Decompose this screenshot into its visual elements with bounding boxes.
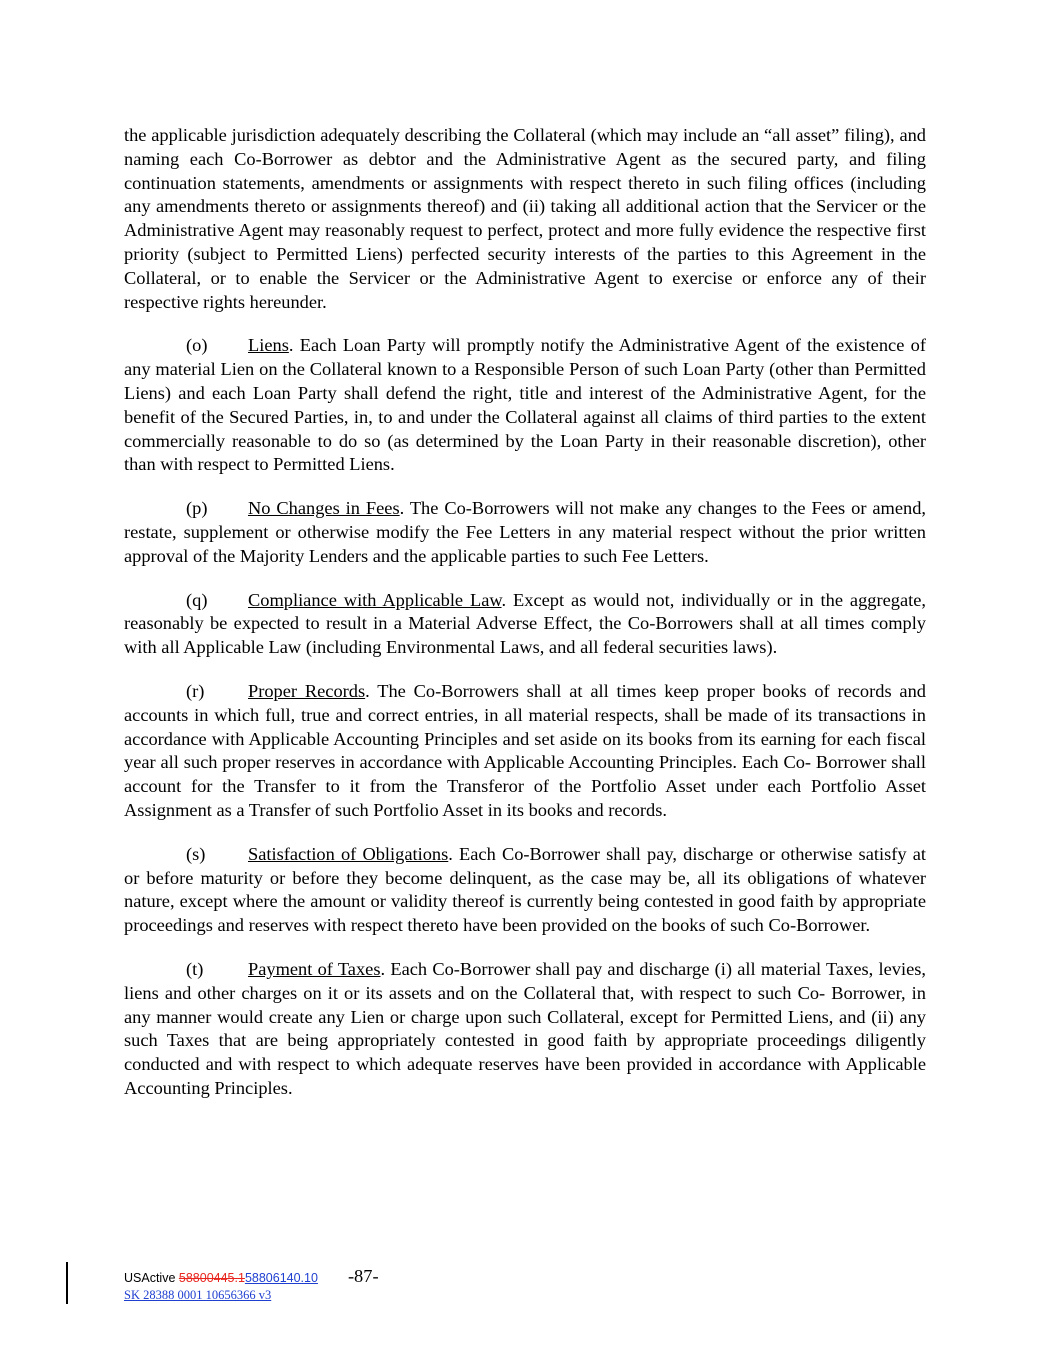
opening-paragraph: the applicable jurisdiction adequately describing the Collateral (which may include an “all asset” filing), and naming each Co-Borrower as debtor and the Administrative Agent as the secured party, and filing continuation statements, amendments or assignments with respect thereto in such filing offices (including any amendments thereto or assignments thereof) and (ii) taking all additional action that the Servicer or the Administrative Agent may reasonably request to perfect, protect and more fully evidence the respective first priority (subject to Permitted Liens) perfected security interests of the parties to this Agreement in the Collateral, or to enable the Servicer or the Administrative Agent to exercise or enforce any of their respective rights hereunder. (124, 125, 926, 312)
footer-doc-id-line (124, 1266, 379, 1287)
footer-inserted-id: 58806140.10 (244, 1271, 318, 1285)
section-heading: Satisfaction of Obligations (248, 843, 449, 864)
section-text: . The Co-Borrowers will not make any changes to the Fees or amend, restate, supplement or otherwise modify the Fee Letters in any material respect without the prior written approval of the Majority Lenders and the applicable parties to such Fee Letters. (124, 498, 926, 566)
section-q (124, 589, 926, 660)
section-text: . The Co-Borrowers shall at all times keep proper books of records and accounts in which full, true and correct entries, in all material respects, shall be made of its transactions in accordance with Applicable Accounting Principles and set aside on its books from its earning for each fiscal year all such proper reserves in accordance with Applicable Accounting Principles. Each Co- Borrower shall account for the Transfer to it from the Transferor of the Portfolio Asset under each Portfolio Asset Assignment as a Transfer of such Portfolio Asset in its books and records. (124, 680, 926, 820)
footer-doc-prefix: USActive (124, 1271, 179, 1285)
section-heading: Payment of Taxes (248, 958, 381, 979)
change-bar (66, 1262, 68, 1304)
section-text: . Each Co-Borrower shall pay, discharge or otherwise satisfy at or before maturity or before they become delinquent, as the case may be, all its obligations of whatever nature, except where the amount or validity thereof is currently being contested in good faith by appropriate proceedings and reserves with respect thereto have been provided on the books of such Co-Borrower. (124, 843, 926, 936)
section-heading: Compliance with Applicable Law (248, 589, 502, 610)
footer-deleted-id: 58800445.1 (178, 1271, 245, 1285)
section-text: . Each Co-Borrower shall pay and discharge (i) all material Taxes, levies, liens and other charges on it or its assets and on the Collateral that, with respect to such Co- Borrower, in any manner would create any Lien or charge upon such Collateral, except for Permitted Liens, and (ii) any such Taxes that are being appropriately contested in good faith by appropriate proceedings diligently conducted and with respect to which adequate reserves have been provided in accordance with Applicable Accounting Principles. (124, 958, 926, 1098)
section-heading: Proper Records (248, 680, 366, 701)
section-label: (r) (186, 680, 205, 701)
section-label: (p) (186, 498, 208, 519)
page-number: -87- (347, 1266, 379, 1286)
section-o (124, 334, 926, 477)
section-label: (o) (186, 335, 208, 356)
section-p (124, 497, 926, 568)
section-text: . Except as would not, individually or in the aggregate, reasonably be expected to result in a Material Adverse Effect, the Co-Borrowers shall at all times comply with all Applicable Law (including Environmental Laws, and all federal securities laws). (124, 589, 926, 658)
section-t (124, 958, 926, 1101)
section-label: (t) (186, 958, 204, 979)
section-s (124, 843, 926, 938)
section-r (124, 680, 926, 823)
section-label: (s) (186, 843, 206, 864)
section-label: (q) (186, 589, 208, 610)
section-heading: No Changes in Fees (248, 498, 400, 519)
document-body (124, 124, 926, 1121)
section-heading: Liens (248, 335, 289, 356)
footer-secondary-id: SK 28388 0001 10656366 v3 (124, 1288, 272, 1302)
section-text: . Each Loan Party will promptly notify the Administrative Agent of the existence of any material Lien on the Collateral known to a Responsible Person of such Loan Party (other than Permitted Liens) and each Loan Party shall defend the right, title and interest of the Administrative Agent, for the benefit of the Secured Parties, in, to and under the Collateral against all claims of third parties to the extent commercially reasonable to do so (as determined by the Loan Party in their reasonable discretion), other than with respect to Permitted Liens. (124, 335, 926, 475)
